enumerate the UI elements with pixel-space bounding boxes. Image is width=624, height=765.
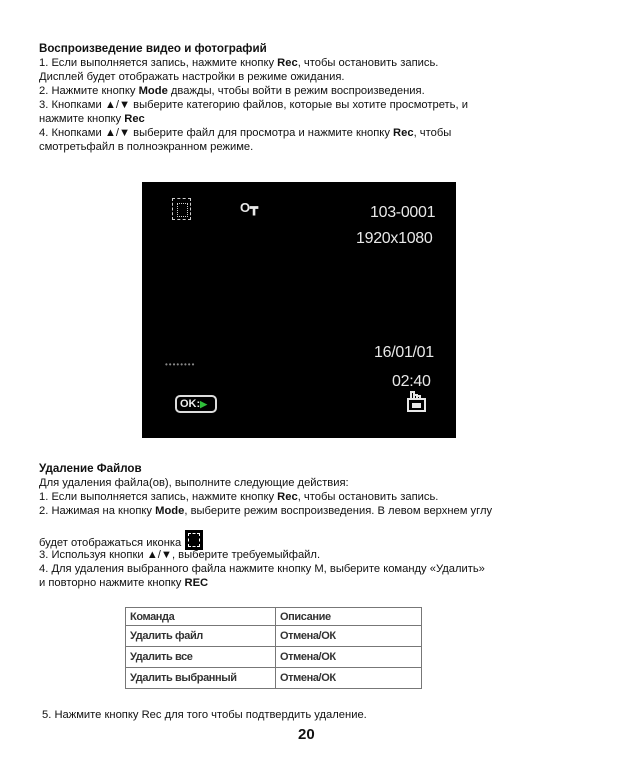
- delete-step-3: 3. Используя кнопки ▲/▼, выберите требуемыйфайл.: [39, 549, 321, 561]
- key-protect-icon: O┳: [240, 200, 258, 215]
- table-row: [126, 626, 422, 647]
- table-cell: Отмена/ОК: [276, 647, 422, 668]
- playback-step-4-cont: смотретьфайл в полноэкранном режиме.: [39, 141, 254, 153]
- table-cell: Отмена/ОК: [276, 626, 422, 647]
- delete-step-5: 5. Нажмите кнопку Rec для того чтобы подтвердить удаление.: [42, 709, 367, 721]
- table-header-description: Описание: [276, 608, 422, 626]
- table-cell: Удалить выбранный: [126, 668, 276, 689]
- playback-step-3: 3. Кнопками ▲/▼ выберите категорию файлов, которые вы хотите просмотреть, и: [39, 99, 468, 111]
- section-title-playback: Воспроизведение видео и фотографий: [39, 42, 267, 55]
- delete-step-1: 1. Если выполняется запись, нажмите кнопку Rec, чтобы остановить запись.: [39, 491, 439, 503]
- playback-step-2: 2. Нажмите кнопку Mode дважды, чтобы войти в режим воспроизведения.: [39, 85, 425, 97]
- delete-intro: Для удаления файла(ов), выполните следующие действия:: [39, 477, 349, 489]
- table-row: [126, 668, 422, 689]
- delete-step-4-cont: и повторно нажмите кнопку REC: [39, 577, 209, 589]
- table-cell: Удалить все: [126, 647, 276, 668]
- table-header-row: [126, 608, 422, 626]
- table-cell: Удалить файл: [126, 626, 276, 647]
- section-title-delete: Удаление Файлов: [39, 462, 142, 475]
- delete-step-2-cont: будет отображаться иконка: [39, 530, 203, 550]
- file-number: 103-0001: [370, 204, 436, 221]
- playback-step-1: 1. Если выполняется запись, нажмите кнопку Rec, чтобы остановить запись.: [39, 57, 439, 69]
- delete-step-4: 4. Для удаления выбранного файла нажмите кнопку М, выберите команду «Удалить»: [39, 563, 485, 575]
- playback-step-1-cont: Дисплей будет отображать настройки в режиме ожидания.: [39, 71, 345, 83]
- date: 16/01/01: [374, 344, 434, 361]
- ok-play-button-icon: OK:▶: [175, 395, 217, 413]
- page-number: 20: [298, 726, 315, 743]
- playback-step-4: 4. Кнопками ▲/▼ выберите файл для просмотра и нажмите кнопку Rec, чтобы: [39, 127, 452, 139]
- table-header-command: Команда: [126, 608, 276, 626]
- playback-step-3-cont: нажмите кнопку Rec: [39, 113, 145, 125]
- time: 02:40: [392, 373, 431, 390]
- film-strip-icon: [185, 530, 203, 550]
- film-strip-icon: [172, 198, 191, 220]
- delete-step-2: 2. Нажимая на кнопку Mode, выберите режим воспроизведения. В левом верхнем углу: [39, 505, 493, 517]
- table-row: [126, 647, 422, 668]
- command-table: [125, 607, 422, 689]
- camera-playback-screen: [142, 182, 456, 438]
- table-cell: Отмена/ОК: [276, 668, 422, 689]
- dotted-indicator: ••••••••: [165, 360, 196, 369]
- hand-protect-icon: [405, 390, 429, 414]
- resolution: 1920x1080: [356, 230, 433, 247]
